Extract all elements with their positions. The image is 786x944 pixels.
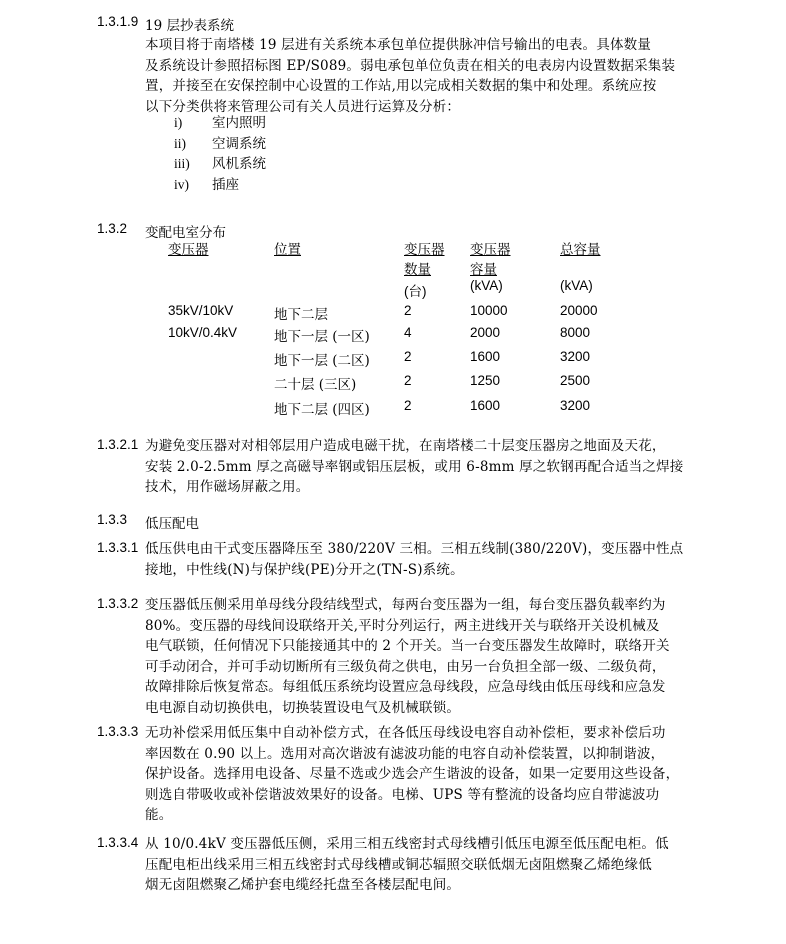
table-cell: 2 — [404, 349, 412, 364]
table-header-quantity: 数量 — [404, 262, 431, 278]
table-cell: 地下一层 (二区) — [274, 353, 370, 369]
table-cell: 1600 — [470, 349, 501, 364]
paragraph-line: 可手动闭合，并可手动切断所有三级负荷之供电，由另一台负担全部一级、二级负荷， — [145, 658, 666, 675]
table-cell: 20000 — [560, 303, 598, 318]
table-header-transformer: 变压器 — [168, 242, 209, 258]
paragraph-line: 故障排除后恢复常态。每组低压系统均设置应急母线段，应急母线由低压母线和应急发 — [145, 679, 666, 695]
section-number: 1.3.3.3 — [97, 724, 139, 739]
table-header-unit: (kVA) — [560, 278, 593, 293]
list-item-text: 插座 — [212, 176, 239, 193]
table-cell: 1600 — [470, 398, 501, 413]
table-header-total: 总容量 — [560, 242, 601, 258]
paragraph-line: 烟无卤阻燃聚乙烯护套电缆经托盘至各楼层配电间。 — [145, 877, 461, 893]
paragraph-line: 低压供电由干式变压器降压至 380/220V 三相。三相五线制(380/220V)，变压器中性点 — [145, 541, 684, 557]
section-number: 1.3.1.9 — [97, 14, 139, 29]
category-list — [174, 113, 266, 195]
table-cell: 4 — [404, 325, 412, 340]
paragraph-line: 以下分类供将来管理公司有关人员进行运算及分析： — [145, 98, 461, 115]
table-header-quantity: 变压器 — [404, 242, 445, 258]
section-title: 变配电室分布 — [145, 225, 226, 241]
section-paragraph — [145, 35, 701, 117]
list-item — [174, 175, 266, 196]
paragraph-line: 本项目将于南塔楼 19 层进有关系统本承包单位提供脉冲信号输出的电表。具体数量 — [145, 37, 652, 53]
section-number: 1.3.3.4 — [97, 835, 139, 850]
list-marker: ii) — [174, 135, 186, 151]
section-paragraph — [145, 595, 701, 718]
paragraph-line: 安装 2.0-2.5mm 厚之高磁导率钢或铝压层板，或用 6-8mm 厚之软钢再配合适当之焊接 — [145, 458, 684, 475]
paragraph-line: 压配电柜出线采用三相五线密封式母线槽或铜芯辐照交联低烟无卤阻燃聚乙烯绝缘低 — [145, 856, 652, 873]
table-cell: 二十层 (三区) — [274, 377, 357, 393]
section-title: 低压配电 — [145, 516, 199, 532]
paragraph-line: 从 10/0.4kV 变压器低压侧，采用三相五线密封式母线槽引低压电源至低压配电柜。低 — [145, 836, 669, 852]
paragraph-line: 接地，中性线(N)与保护线(PE)分开之(TN-S)系统。 — [145, 561, 464, 578]
table-cell: 2 — [404, 303, 412, 318]
table-header-location: 位置 — [274, 242, 301, 258]
table-cell: 地下二层 (四区) — [274, 402, 370, 418]
paragraph-line: 置，并接至在安保控制中心设置的工作站,用以完成相关数据的集中和处理。系统应按 — [145, 78, 657, 94]
table-header-capacity: 变压器 — [470, 242, 511, 258]
list-item — [174, 134, 266, 155]
list-item-text: 空调系统 — [212, 135, 266, 152]
list-item — [174, 113, 266, 134]
table-header-unit: (kVA) — [470, 278, 503, 293]
list-marker: iii) — [174, 156, 190, 171]
table-cell: 3200 — [560, 349, 591, 364]
table-cell: 10000 — [470, 303, 508, 318]
list-item — [174, 154, 266, 175]
paragraph-line: 无功补偿采用低压集中自动补偿方式，在各低压母线设电容自动补偿柜，要求补偿后功 — [145, 725, 666, 741]
section-number: 1.3.3.2 — [97, 596, 139, 611]
paragraph-line: 则选自带吸收或补偿谐波效果好的设备。电梯、UPS 等有整流的设备均应自带滤波功 — [145, 786, 660, 803]
table-header-unit: (台) — [404, 284, 427, 299]
section-number: 1.3.2 — [97, 221, 128, 236]
table-cell: 2 — [404, 398, 412, 413]
section-paragraph — [145, 539, 701, 580]
paragraph-line: 为避免变压器对对相邻层用户造成电磁干扰，在南塔楼二十层变压器房之地面及天花， — [145, 438, 666, 454]
paragraph-line: 保护设备。选择用电设备、尽量不选或少选会产生谐波的设备，如果一定要用这些设备， — [145, 766, 680, 782]
paragraph-line: 及系统设计参照招标图 EP/S089。弱电承包单位负责在相关的电表房内设置数据采集装 — [145, 57, 676, 74]
table-cell: 3200 — [560, 398, 591, 413]
paragraph-line: 能。 — [145, 807, 173, 823]
list-item-text: 室内照明 — [212, 115, 266, 131]
paragraph-line: 变压器低压侧采用单母线分段结线型式，每两台变压器为一组，每台变压器负载率约为 — [145, 597, 666, 613]
paragraph-line: 电气联锁，任何情况下只能接通其中的 2 个开关。当一台变压器发生故障时，联络开关 — [145, 638, 670, 654]
table-cell: 35kV/10kV — [168, 303, 234, 318]
section-paragraph — [145, 723, 701, 826]
table-cell: 8000 — [560, 325, 591, 340]
table-cell: 地下一层 (一区) — [274, 329, 370, 345]
table-cell: 地下二层 — [274, 307, 328, 323]
table-cell: 2000 — [470, 325, 501, 340]
list-marker: iv) — [174, 176, 189, 192]
table-header-capacity: 容量 — [470, 262, 497, 278]
section-number: 1.3.3 — [97, 512, 128, 527]
paragraph-line: 率因数在 0.90 以上。选用对高次谐波有滤波功能的电容自动补偿装置，以抑制谐波， — [145, 745, 665, 762]
section-title: 19 层抄表系统 — [145, 18, 234, 34]
section-paragraph — [145, 834, 701, 896]
table-cell: 1250 — [470, 373, 501, 388]
list-item-text: 风机系统 — [212, 156, 266, 172]
section-number: 1.3.3.1 — [97, 540, 139, 555]
section-number: 1.3.2.1 — [97, 437, 139, 452]
table-cell: 2 — [404, 373, 412, 388]
paragraph-line: 电电源自动切换供电，切换装置设电气及机械联锁。 — [145, 699, 461, 716]
paragraph-line: 技术，用作磁场屏蔽之用。 — [145, 479, 310, 495]
table-cell: 2500 — [560, 373, 591, 388]
table-cell: 10kV/0.4kV — [168, 325, 238, 340]
paragraph-line: 80%。变压器的母线间设联络开关,平时分列运行，两主进线开关与联络开关设机械及 — [145, 617, 660, 634]
section-paragraph — [145, 436, 701, 498]
list-marker: i) — [174, 115, 183, 130]
